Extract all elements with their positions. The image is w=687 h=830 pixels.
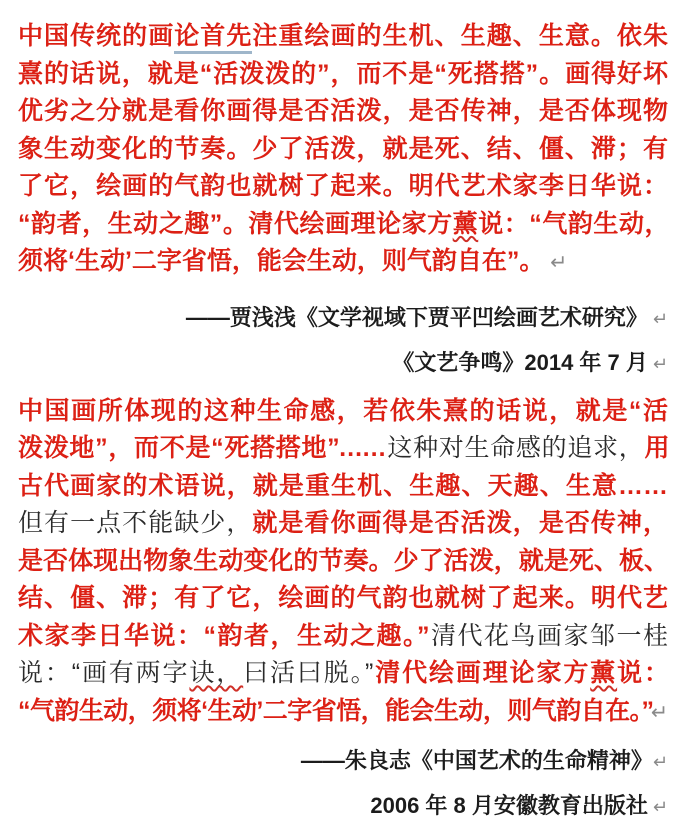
text-segment: 术家李日华说：“韵者，生动之趣。” xyxy=(18,621,430,650)
text-segment: 熹的话说，就是“活泼泼的”，而不是“死搭搭”。画得好坏 xyxy=(18,59,668,88)
text-segment: 2006 年 8 月安徽教育出版社 xyxy=(370,793,648,818)
text-line xyxy=(18,618,668,656)
text-segment: 曰活曰脱。” xyxy=(243,659,373,687)
text-segment: 这种对生命感的追求， xyxy=(385,434,645,462)
text-line xyxy=(18,168,668,206)
text-segment: 注重绘画的生机、生趣、生意。依朱 xyxy=(252,22,668,50)
text-segment: 说：“气韵生动， xyxy=(478,209,668,238)
quote-1-citation xyxy=(18,295,668,385)
citation-line xyxy=(18,295,668,340)
text-line xyxy=(18,56,668,94)
text-line xyxy=(18,468,668,506)
text-segment: 须将‘生动’二字省悟，能会生动，则气韵自在”。 xyxy=(18,247,545,275)
text-line xyxy=(18,393,668,431)
quote-1-body xyxy=(18,18,668,281)
text-line xyxy=(18,430,668,468)
text-segment: 说：“画有两字 xyxy=(18,659,190,687)
text-segment: 古代画家的术语说，就是重生机、生趣、天趣、生意…… xyxy=(18,471,668,500)
text-segment: 就是看你画得是否活泼，是否传神， xyxy=(252,509,668,537)
text-line xyxy=(18,543,668,581)
citation-line xyxy=(18,340,668,385)
text-line xyxy=(18,655,668,693)
text-line xyxy=(18,93,668,131)
citation-line xyxy=(18,783,668,828)
text-segment: ——贾浅浅《文学视域下贾平凹绘画艺术研究》 xyxy=(185,304,648,330)
paragraph-mark: ↵ xyxy=(647,308,668,329)
text-segment: 了它，绘画的气韵也就树了起来。明代艺术家李日华说： xyxy=(18,172,668,200)
text-line xyxy=(18,505,668,543)
text-segment: 是否体现出物象生动变化的节奏。少了活泼，就是死、板、 xyxy=(18,546,668,575)
text-segment: 象生动变化的节奏。少了活泼，就是死、结、僵、滞；有 xyxy=(18,134,668,163)
text-segment: “气韵生动，须将‘生动’二字省悟，能会生动，则气韵自在。” xyxy=(18,696,651,725)
paragraph-mark: ↵ xyxy=(652,752,668,772)
citation-line xyxy=(18,738,668,783)
paragraph-mark: ↵ xyxy=(647,353,668,374)
text-segment: 泼泼地”，而不是“死搭搭地”…… xyxy=(18,434,386,462)
text-segment: 论首先 xyxy=(174,22,252,54)
text-segment: 薰 xyxy=(590,659,618,687)
text-segment: 说： xyxy=(617,659,668,687)
text-segment: 清代绘画理论家方 xyxy=(372,659,591,687)
text-segment: 优劣之分就是看你画得是否活泼，是否传神，是否体现物 xyxy=(18,97,668,125)
text-segment: 薰 xyxy=(452,209,479,238)
text-segment: “韵者，生动之趣”。清代绘画理论家方 xyxy=(18,209,453,238)
paragraph-mark: ↵ xyxy=(544,251,568,274)
text-segment: 清代花鸟画家邹一桂 xyxy=(429,621,668,650)
paragraph-mark: ↵ xyxy=(647,797,668,817)
text-line xyxy=(18,243,668,281)
text-segment: 用 xyxy=(644,434,668,462)
text-line xyxy=(18,580,668,618)
text-segment: 诀， xyxy=(189,659,244,687)
text-line xyxy=(18,206,668,244)
text-segment: 但有一点不能缺少， xyxy=(18,509,253,537)
text-segment: ——朱良志《中国艺术的生命精神》 xyxy=(300,748,653,773)
text-line xyxy=(18,693,668,731)
quote-2-body xyxy=(18,393,668,731)
text-line xyxy=(18,131,668,169)
text-segment: 中国传统的画 xyxy=(18,22,175,50)
paragraph-mark: ↵ xyxy=(650,700,668,724)
quote-2-citation xyxy=(18,738,668,828)
text-segment: 中国画所体现的这种生命感，若依朱熹的话说，就是“活 xyxy=(18,396,668,425)
text-segment: 结、僵、滞；有了它，绘画的气韵也就树了起来。明代艺 xyxy=(18,584,668,612)
text-line xyxy=(18,18,668,56)
text-segment: 《文艺争鸣》2014 年 7 月 xyxy=(392,349,648,375)
